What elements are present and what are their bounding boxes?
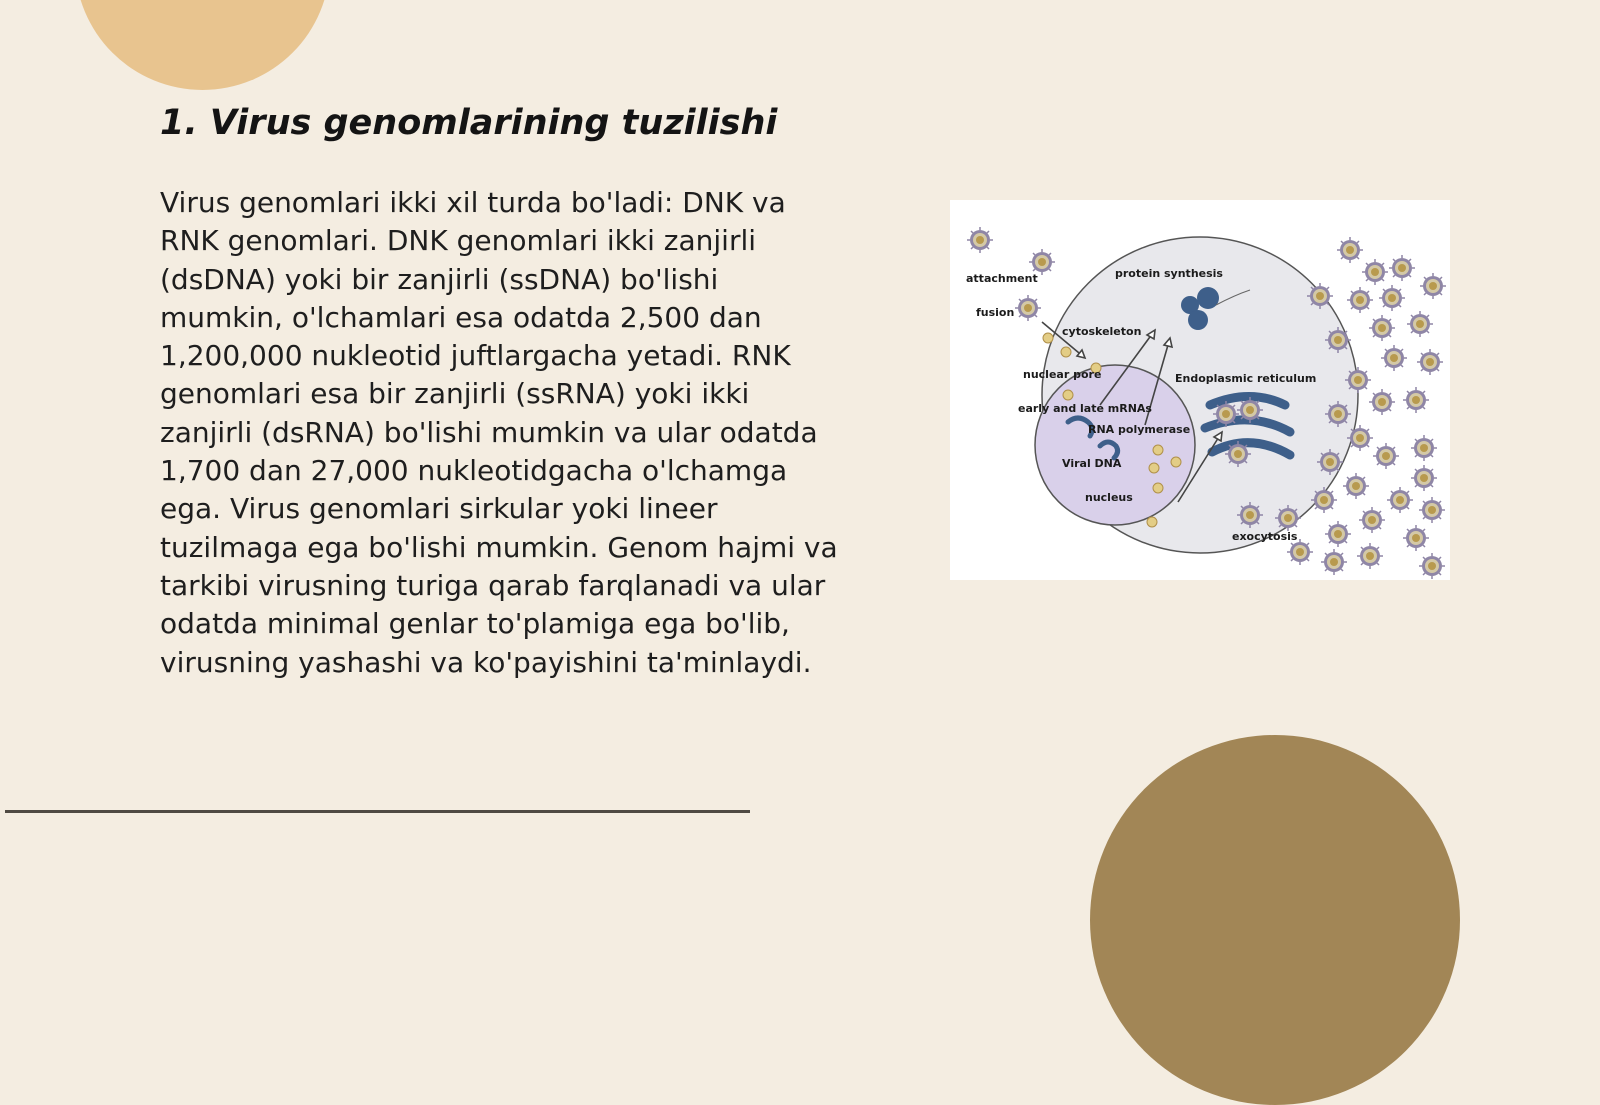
decorative-circle-bottom xyxy=(1090,735,1460,1105)
diagram-svg xyxy=(950,200,1450,580)
label-protein-synthesis: protein synthesis xyxy=(1115,267,1223,280)
decorative-circle-top xyxy=(75,0,330,90)
label-cytoskeleton: cytoskeleton xyxy=(1062,325,1142,338)
label-nuclear-pore: nuclear pore xyxy=(1023,368,1102,381)
label-viral-dna: Viral DNA xyxy=(1062,457,1122,470)
label-exocytosis: exocytosis xyxy=(1232,530,1298,543)
slide-title: 1. Virus genomlarining tuzilishi xyxy=(160,103,778,143)
label-endoplasmic-reticulum: Endoplasmic reticulum xyxy=(1175,372,1317,385)
slide-body-text: Virus genomlari ikki xil turda bo'ladi: DNK va RNK genomlari. DNK genomlari ikki zanjirli (dsDNA) yoki bir zanjirli (ssDNA) bo'lishi mumkin, o'lchamlari esa odatda 2,500 dan 1,200,000 nukleotid juftlargacha yetadi. RNK genomlari esa bir zanjirli (ssRNA) yoki ikki zanjirli (dsRNA) bo'lishi mumkin va ular odatda 1,700 dan 27,000 nukleotidgacha o'lchamga ega. Virus genomlari sirkular yoki lineer tuzilmaga ega bo'lishi mumkin. Genom hajmi va tarkibi virusning turiga qarab farqlanadi va ular odatda minimal genlar to'plamiga ega bo'lib, virusning yashashi va ko'payishini ta'minlaydi. xyxy=(160,186,838,679)
virus-replication-diagram xyxy=(950,200,1450,580)
label-mrnas: early and late mRNAs xyxy=(1018,402,1152,415)
label-nucleus: nucleus xyxy=(1085,491,1133,504)
label-rna-polymerase: RNA polymerase xyxy=(1088,423,1191,436)
divider-line xyxy=(5,810,750,813)
label-attachment: attachment xyxy=(966,272,1038,285)
label-fusion: fusion xyxy=(976,306,1015,319)
